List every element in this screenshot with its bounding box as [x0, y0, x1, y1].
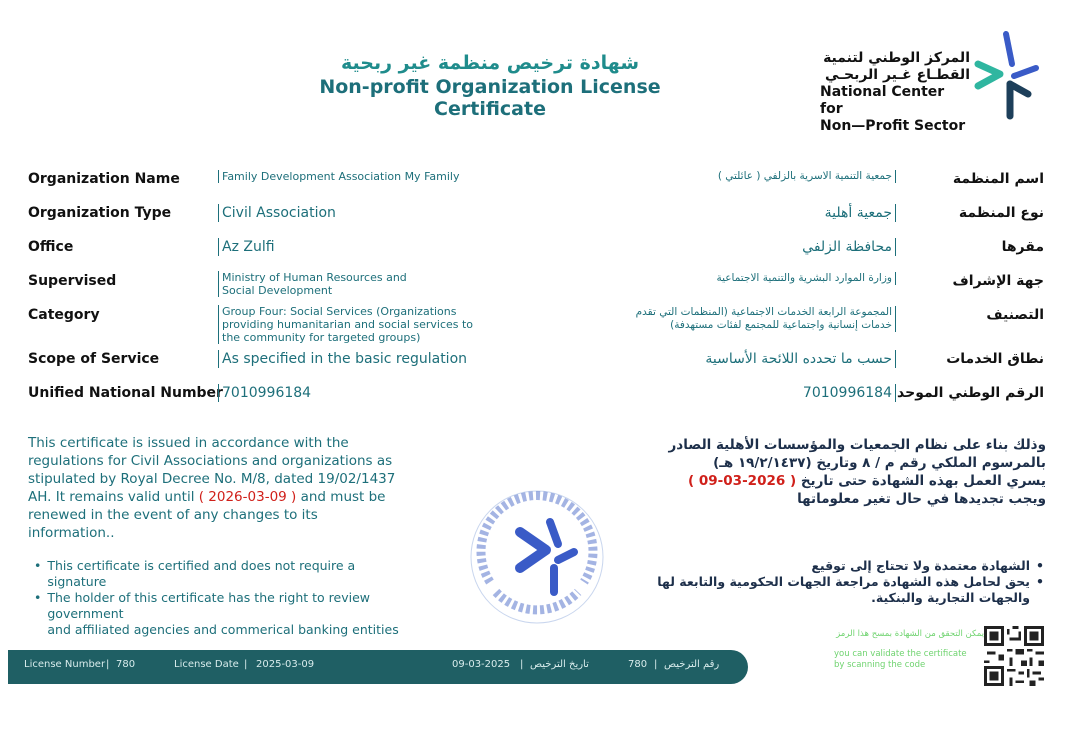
- label-scope-en: Scope of Service: [28, 351, 160, 367]
- qr-caption-en-line1: you can validate the certificate: [834, 649, 967, 659]
- license-date-value: 2025-03-09: [256, 659, 315, 670]
- label-unn-ar: الرقم الوطني الموحد: [897, 385, 1044, 401]
- label-category-ar: التصنيف: [986, 307, 1044, 323]
- logo-text: [820, 50, 970, 135]
- statement-en-date: ( 2026-03-09 ): [198, 489, 297, 505]
- license-number-value: 780: [116, 659, 136, 670]
- bullet-dot-icon: •: [1036, 558, 1044, 573]
- label-supervised-en: Supervised: [28, 273, 117, 289]
- value-category-ar: المجموعة الرابعة الخدمات الاجتماعية (المنظمات التي تقدم خدمات إنسانية واجتماعية للمجتمع لفئات مستهدفة): [620, 306, 896, 332]
- logo-ar-line1: المركز الوطني لتنمية: [823, 50, 970, 66]
- label-office-en: Office: [28, 239, 74, 255]
- qr-caption-ar: يمكن التحقق من الشهادة بمسح هذا الرمز: [836, 629, 984, 639]
- value-office-ar: محافظة الزلفي: [592, 238, 896, 256]
- value-org-type-en: Civil Association: [218, 204, 502, 222]
- value-supervised-en: Ministry of Human Resources and Social Development: [218, 271, 442, 297]
- label-scope-ar: نطاق الخدمات: [946, 351, 1044, 367]
- statement-en-part2: and must be renewed in the event of any changes to its information..: [28, 489, 386, 541]
- statement-english: [28, 434, 408, 542]
- bullets-english: [34, 558, 414, 638]
- statement-ar-line4: ويجب تجديدها في حال تغير معلوماتها: [797, 491, 1046, 507]
- label-org-name-ar: اسم المنظمة: [952, 171, 1044, 187]
- value-org-name-ar: جمعية التنمية الاسرية بالزلفي ( عائلتي ): [592, 170, 896, 183]
- title-arabic: شهادة ترخيص منظمة غير ربحية: [341, 52, 639, 74]
- bullet-dot-icon: •: [34, 558, 42, 573]
- bullet-en-2-line3: and affiliated agencies and commerical banking entities: [47, 622, 399, 637]
- qr-code-icon[interactable]: [984, 626, 1044, 686]
- bullet-en-2-line2: government: [47, 606, 124, 621]
- statement-ar-line2: بالمرسوم الملكي رقم م / ٨ وتاريخ (١٩/٢/١٤٣٧ هـ): [713, 455, 1046, 471]
- bullet-dot-icon: •: [1036, 574, 1044, 589]
- bullet-ar-1: الشهادة معتمدة ولا تحتاج إلى توقيع: [811, 558, 1030, 573]
- bullets-arabic: [604, 558, 1044, 606]
- logo-en-line2: Non—Profit Sector: [820, 118, 966, 134]
- value-unn-ar: 7010996184: [592, 384, 896, 402]
- qr-caption-en: [834, 649, 984, 671]
- value-scope-en: As specified in the basic regulation: [218, 350, 502, 368]
- bullet-en-2-line1: The holder of this certificate has the right to review: [47, 590, 370, 605]
- bullet-en-1: This certificate is certified and does not require a signature: [47, 558, 356, 589]
- label-supervised-ar: جهة الإشراف: [952, 273, 1044, 289]
- value-unn-en: 7010996184: [218, 384, 502, 402]
- license-date-ar-label: تاريخ الترخيص: [530, 659, 589, 670]
- footer-sep: |: [244, 659, 248, 670]
- statement-arabic: [646, 436, 1046, 508]
- statement-ar-date: ( 2026-03-09 ): [687, 473, 797, 489]
- title-english: Non-profit Organization License Certificate: [319, 76, 661, 120]
- value-org-type-ar: جمعية أهلية: [592, 204, 896, 222]
- value-supervised-ar: وزارة الموارد البشرية والتنمية الاجتماعية: [592, 272, 896, 285]
- logo-ar-line2: القطـاع غـير الربحـي: [825, 67, 970, 83]
- center-stamp-icon: [462, 482, 612, 632]
- license-date-label: License Date: [174, 659, 239, 670]
- label-category-en: Category: [28, 307, 100, 323]
- license-number-ar-label: رقم الترخيص: [664, 659, 720, 670]
- ncnp-logo-icon: [970, 30, 1040, 126]
- statement-ar-line3: يسري العمل بهذه الشهادة حتى تاريخ: [800, 473, 1046, 489]
- value-org-name-en: Family Development Association My Family: [218, 170, 502, 183]
- footer-sep: |: [654, 659, 658, 670]
- footer-sep: |: [106, 659, 110, 670]
- footer-sep: |: [520, 659, 524, 670]
- license-number-ar-value: 780: [628, 659, 648, 670]
- label-org-type-ar: نوع المنظمة: [958, 205, 1044, 221]
- bullet-ar-2: يحق لحامل هذه الشهادة مراجعة الجهات الحكومية والتابعة لها والجهات التجارية والبنكية.: [657, 574, 1030, 605]
- label-org-name-en: Organization Name: [28, 171, 180, 187]
- label-unn-en: Unified National Number: [28, 385, 223, 401]
- value-category-en: Group Four: Social Services (Organizations providing humanitarian and social services to the community for targeted groups): [218, 305, 484, 344]
- value-office-en: Az Zulfi: [218, 238, 502, 256]
- bullet-dot-icon: •: [34, 590, 42, 605]
- license-date-ar-value: 09-03-2025: [452, 659, 511, 670]
- label-office-ar: مقرها: [1001, 239, 1044, 255]
- qr-caption-en-line2: by scanning the code: [834, 660, 926, 670]
- statement-ar-line1: وذلك بناء على نظام الجمعيات والمؤسسات الأهلية الصادر: [668, 437, 1046, 453]
- statement-en-part1: This certificate is issued in accordance with the regulations for Civil Associations and organizations as stipulated by Royal Decree No. M/8, dated 19/02/1437 AH. It remains valid until: [28, 435, 396, 505]
- logo-en-line1: National Center for: [820, 84, 945, 117]
- value-scope-ar: حسب ما تحدده اللائحة الأساسية: [592, 350, 896, 368]
- label-org-type-en: Organization Type: [28, 205, 172, 221]
- license-number-label: License Number: [24, 659, 106, 670]
